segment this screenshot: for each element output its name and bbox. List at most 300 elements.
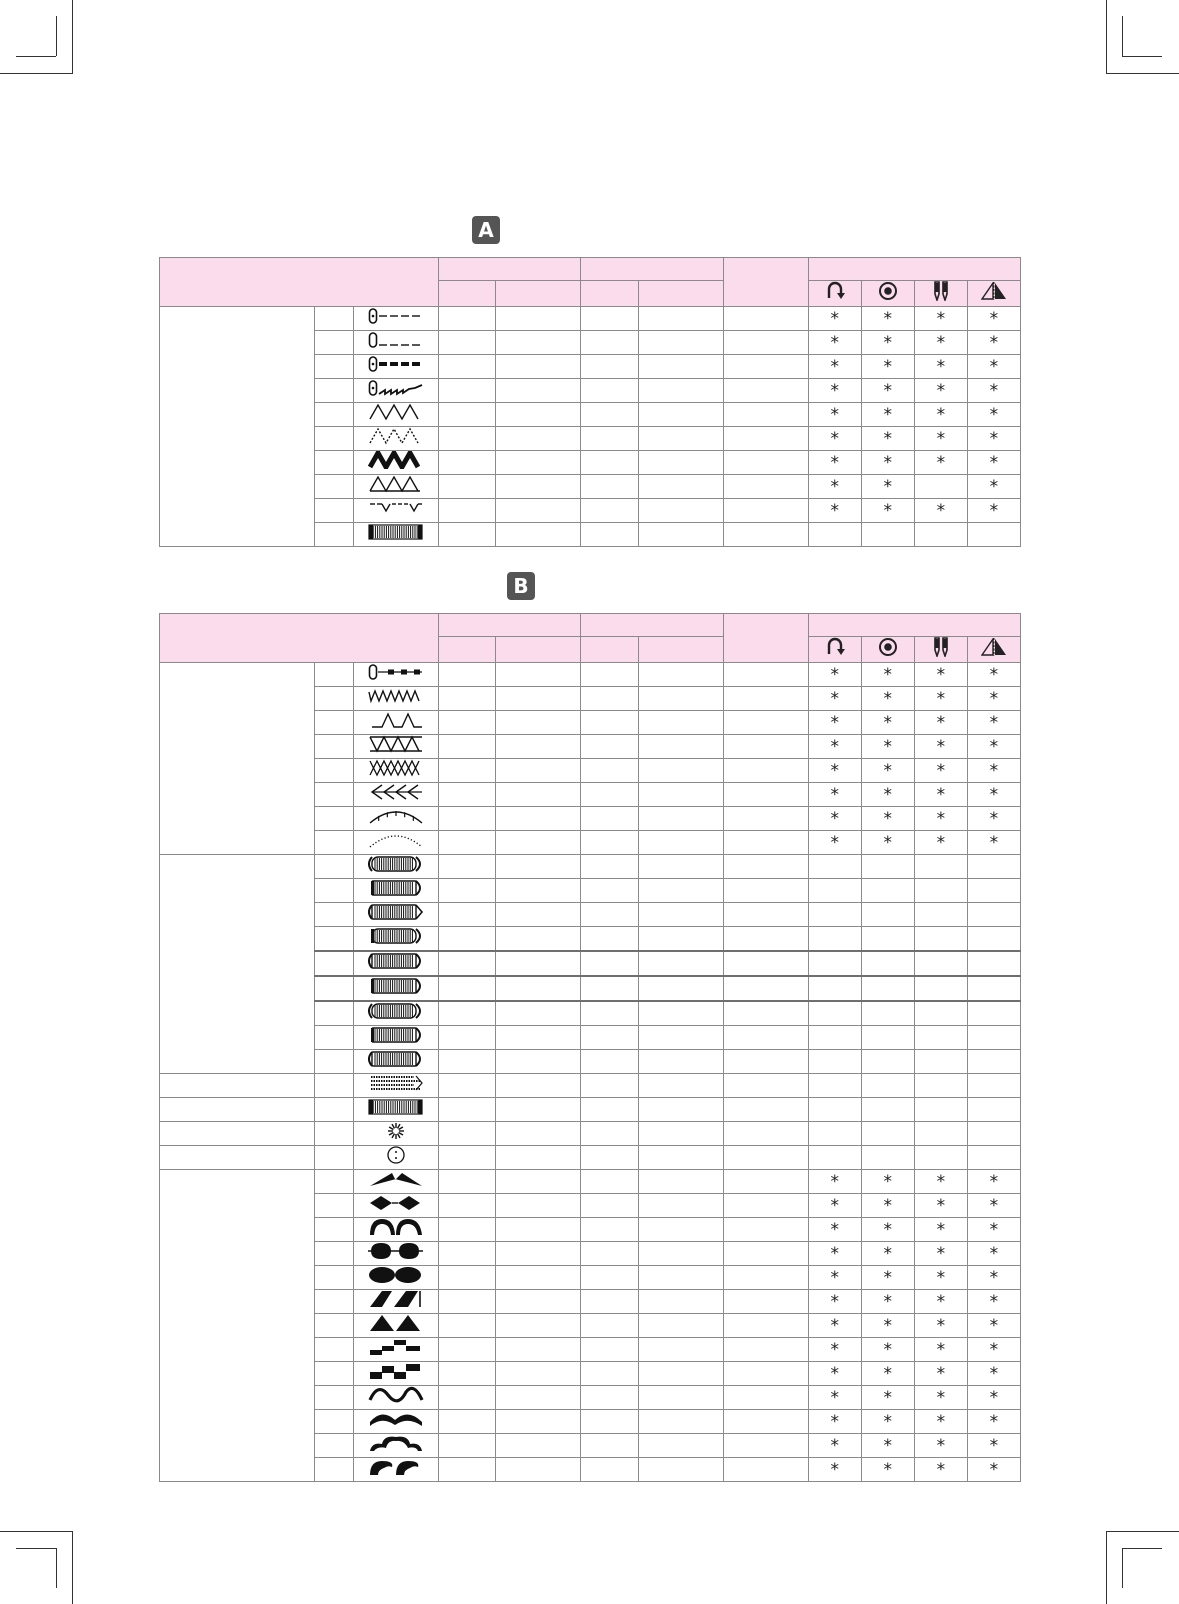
function-cell bbox=[861, 1457, 914, 1481]
value-cell bbox=[638, 1265, 723, 1289]
pattern-cell bbox=[354, 1361, 439, 1385]
header-icon-cell bbox=[861, 280, 914, 306]
header-subcell bbox=[439, 636, 496, 662]
value-cell bbox=[723, 1049, 808, 1073]
availability-mark: * bbox=[989, 381, 999, 402]
table-row bbox=[160, 1145, 1021, 1169]
value-cell bbox=[439, 1361, 496, 1385]
crop-mark-br-v3 bbox=[1122, 1548, 1123, 1588]
function-cell bbox=[967, 354, 1020, 378]
pattern-cell bbox=[354, 1433, 439, 1457]
value-cell bbox=[581, 1193, 638, 1217]
value-cell bbox=[439, 1049, 496, 1073]
value-cell bbox=[581, 1025, 638, 1049]
value-cell bbox=[581, 686, 638, 710]
availability-mark: * bbox=[989, 453, 999, 474]
number-cell bbox=[315, 1385, 354, 1409]
value-cell bbox=[723, 1289, 808, 1313]
availability-mark: * bbox=[989, 665, 999, 686]
mirror-icon bbox=[981, 638, 1007, 656]
function-cell bbox=[967, 686, 1020, 710]
value-cell bbox=[638, 1361, 723, 1385]
value-cell bbox=[638, 1217, 723, 1241]
value-cell bbox=[496, 1265, 581, 1289]
pattern-cell bbox=[354, 1145, 439, 1169]
function-cell bbox=[967, 926, 1020, 951]
triple-straight-stitch-icon bbox=[368, 355, 424, 373]
value-cell bbox=[723, 426, 808, 450]
availability-mark: * bbox=[989, 1268, 999, 1289]
availability-mark: * bbox=[883, 1388, 893, 1409]
availability-mark: * bbox=[830, 453, 839, 474]
number-cell bbox=[315, 1289, 354, 1313]
function-cell bbox=[967, 498, 1020, 522]
function-cell bbox=[967, 1001, 1020, 1026]
function-cell bbox=[861, 378, 914, 402]
header-length-cell bbox=[581, 614, 723, 637]
value-cell bbox=[638, 951, 723, 976]
value-cell bbox=[439, 1289, 496, 1313]
header-subcell bbox=[638, 280, 723, 306]
function-cell bbox=[914, 662, 967, 686]
function-cell bbox=[861, 830, 914, 854]
function-cell bbox=[808, 734, 861, 758]
buttonhole-6-icon bbox=[368, 977, 424, 995]
function-cell bbox=[914, 854, 967, 878]
value-cell bbox=[496, 354, 581, 378]
availability-mark: * bbox=[989, 1220, 999, 1241]
value-cell bbox=[581, 806, 638, 830]
header-icon-cell bbox=[808, 636, 861, 662]
number-cell bbox=[315, 450, 354, 474]
table-row bbox=[160, 306, 1021, 330]
function-cell bbox=[914, 806, 967, 830]
availability-mark: * bbox=[883, 761, 893, 782]
function-cell bbox=[861, 1361, 914, 1385]
availability-mark: * bbox=[989, 833, 999, 854]
section-badge-b: B bbox=[507, 572, 535, 600]
pattern-cell bbox=[354, 710, 439, 734]
overcasting-stitch-icon bbox=[368, 475, 424, 493]
value-cell bbox=[439, 1409, 496, 1433]
header-icon-cell bbox=[808, 280, 861, 306]
function-cell bbox=[914, 1025, 967, 1049]
function-cell bbox=[808, 474, 861, 498]
availability-mark: * bbox=[883, 1412, 893, 1433]
value-cell bbox=[439, 1217, 496, 1241]
function-cell bbox=[967, 806, 1020, 830]
pattern-cell bbox=[354, 662, 439, 686]
value-cell bbox=[439, 354, 496, 378]
category-cell bbox=[160, 854, 315, 1073]
function-cell bbox=[914, 1313, 967, 1337]
number-cell bbox=[315, 686, 354, 710]
value-cell bbox=[723, 1385, 808, 1409]
value-cell bbox=[723, 830, 808, 854]
crop-mark-tl-h2 bbox=[16, 56, 56, 57]
availability-mark: * bbox=[883, 477, 893, 498]
function-cell bbox=[808, 1241, 861, 1265]
function-cell bbox=[861, 1337, 914, 1361]
number-cell bbox=[315, 662, 354, 686]
value-cell bbox=[581, 1433, 638, 1457]
availability-mark: * bbox=[883, 1244, 893, 1265]
value-cell bbox=[439, 1265, 496, 1289]
function-cell bbox=[861, 1265, 914, 1289]
value-cell bbox=[723, 1241, 808, 1265]
function-cell bbox=[914, 758, 967, 782]
function-cell bbox=[861, 1145, 914, 1169]
function-cell bbox=[808, 522, 861, 546]
table-row bbox=[160, 1097, 1021, 1121]
value-cell bbox=[439, 426, 496, 450]
value-cell bbox=[439, 378, 496, 402]
function-cell bbox=[861, 976, 914, 1001]
value-cell bbox=[723, 1337, 808, 1361]
value-cell bbox=[638, 854, 723, 878]
number-cell bbox=[315, 1025, 354, 1049]
value-cell bbox=[439, 1337, 496, 1361]
function-cell bbox=[967, 758, 1020, 782]
availability-mark: * bbox=[936, 665, 946, 686]
value-cell bbox=[439, 402, 496, 426]
value-cell bbox=[496, 402, 581, 426]
value-cell bbox=[638, 426, 723, 450]
function-cell bbox=[861, 686, 914, 710]
value-cell bbox=[581, 474, 638, 498]
value-cell bbox=[439, 806, 496, 830]
header-subcell bbox=[581, 280, 638, 306]
number-cell bbox=[315, 426, 354, 450]
pattern-cell bbox=[354, 1241, 439, 1265]
value-cell bbox=[581, 498, 638, 522]
pattern-cell bbox=[354, 1289, 439, 1313]
availability-mark: * bbox=[883, 381, 893, 402]
deco-slant-block-icon bbox=[368, 1290, 424, 1308]
function-cell bbox=[808, 354, 861, 378]
number-cell bbox=[315, 902, 354, 926]
function-cell bbox=[914, 1337, 967, 1361]
function-cell bbox=[914, 1193, 967, 1217]
value-cell bbox=[439, 474, 496, 498]
availability-mark: * bbox=[936, 1172, 946, 1193]
function-cell bbox=[808, 1169, 861, 1193]
availability-mark: * bbox=[989, 713, 999, 734]
value-cell bbox=[496, 1289, 581, 1313]
availability-mark: * bbox=[989, 309, 999, 330]
value-cell bbox=[723, 1409, 808, 1433]
function-cell bbox=[914, 1145, 967, 1169]
crop-mark-tl-v bbox=[72, 0, 73, 73]
value-cell bbox=[439, 902, 496, 926]
value-cell bbox=[723, 1457, 808, 1481]
availability-mark: * bbox=[883, 833, 893, 854]
pattern-cell bbox=[354, 1313, 439, 1337]
function-cell bbox=[808, 1433, 861, 1457]
value-cell bbox=[638, 686, 723, 710]
buttonhole-4-icon bbox=[368, 927, 424, 945]
availability-mark: * bbox=[936, 1412, 946, 1433]
value-cell bbox=[496, 1169, 581, 1193]
number-cell bbox=[315, 1097, 354, 1121]
function-cell bbox=[967, 830, 1020, 854]
value-cell bbox=[496, 830, 581, 854]
function-cell bbox=[861, 710, 914, 734]
category-cell bbox=[160, 306, 315, 546]
value-cell bbox=[638, 1289, 723, 1313]
availability-mark: * bbox=[936, 1388, 946, 1409]
availability-mark: * bbox=[830, 1172, 839, 1193]
number-cell bbox=[315, 1121, 354, 1145]
availability-mark: * bbox=[989, 1316, 999, 1337]
header-width-cell bbox=[439, 258, 581, 281]
value-cell bbox=[439, 686, 496, 710]
crop-mark-tr-h2 bbox=[1122, 56, 1162, 57]
availability-mark: * bbox=[830, 1364, 839, 1385]
value-cell bbox=[723, 758, 808, 782]
function-cell bbox=[808, 1193, 861, 1217]
value-cell bbox=[496, 926, 581, 951]
header-icon-cell bbox=[967, 636, 1020, 662]
deco-wave-icon bbox=[368, 1386, 424, 1404]
number-cell bbox=[315, 1361, 354, 1385]
availability-mark: * bbox=[830, 737, 839, 758]
twin-needle-icon bbox=[931, 637, 951, 657]
function-cell bbox=[861, 902, 914, 926]
function-cell bbox=[967, 1265, 1020, 1289]
deco-step-icon bbox=[368, 1338, 424, 1356]
availability-mark: * bbox=[883, 1268, 893, 1289]
function-cell bbox=[914, 1001, 967, 1026]
straight-stitch-center-icon bbox=[368, 331, 424, 349]
header-pattern-cell bbox=[160, 614, 439, 663]
availability-mark: * bbox=[883, 333, 893, 354]
header-icon-cell bbox=[861, 636, 914, 662]
function-cell bbox=[808, 1265, 861, 1289]
availability-mark: * bbox=[989, 477, 999, 498]
dotted-arch-icon bbox=[368, 831, 424, 849]
header-subcell bbox=[638, 636, 723, 662]
availability-mark: * bbox=[883, 1196, 893, 1217]
value-cell bbox=[723, 522, 808, 546]
value-cell bbox=[439, 498, 496, 522]
value-cell bbox=[638, 354, 723, 378]
availability-mark: * bbox=[883, 737, 893, 758]
function-cell bbox=[808, 1361, 861, 1385]
number-cell bbox=[315, 926, 354, 951]
value-cell bbox=[496, 1409, 581, 1433]
availability-mark: * bbox=[883, 453, 893, 474]
pattern-cell bbox=[354, 450, 439, 474]
deco-checker-icon bbox=[368, 1362, 424, 1380]
bar-tack-2-icon bbox=[368, 1098, 424, 1116]
feather-stitch-icon bbox=[368, 783, 424, 801]
function-cell bbox=[914, 1433, 967, 1457]
function-cell bbox=[808, 1097, 861, 1121]
value-cell bbox=[496, 686, 581, 710]
function-cell bbox=[967, 1385, 1020, 1409]
value-cell bbox=[581, 1049, 638, 1073]
value-cell bbox=[723, 306, 808, 330]
function-cell bbox=[914, 902, 967, 926]
buttonhole-3-icon bbox=[368, 903, 424, 921]
value-cell bbox=[496, 378, 581, 402]
value-cell bbox=[638, 782, 723, 806]
number-cell bbox=[315, 1337, 354, 1361]
availability-mark: * bbox=[936, 1460, 946, 1481]
value-cell bbox=[496, 474, 581, 498]
value-cell bbox=[439, 1121, 496, 1145]
function-cell bbox=[967, 1193, 1020, 1217]
pattern-cell bbox=[354, 878, 439, 902]
availability-mark: * bbox=[989, 1244, 999, 1265]
function-cell bbox=[861, 1073, 914, 1097]
pattern-cell bbox=[354, 686, 439, 710]
pattern-cell bbox=[354, 806, 439, 830]
function-cell bbox=[861, 1217, 914, 1241]
number-cell bbox=[315, 878, 354, 902]
header-foot-cell bbox=[723, 614, 808, 663]
value-cell bbox=[638, 1337, 723, 1361]
function-cell bbox=[861, 306, 914, 330]
pattern-cell bbox=[354, 1337, 439, 1361]
function-cell bbox=[967, 402, 1020, 426]
function-cell bbox=[967, 854, 1020, 878]
value-cell bbox=[638, 1073, 723, 1097]
deco-oval-icon bbox=[368, 1266, 424, 1284]
availability-mark: * bbox=[830, 333, 839, 354]
header-subcell bbox=[439, 280, 496, 306]
value-cell bbox=[638, 830, 723, 854]
availability-mark: * bbox=[936, 1364, 946, 1385]
function-cell bbox=[914, 710, 967, 734]
crop-mark-bl-h bbox=[0, 1531, 73, 1532]
function-cell bbox=[967, 1241, 1020, 1265]
value-cell bbox=[723, 1433, 808, 1457]
slant-stitch-icon bbox=[368, 711, 424, 729]
pattern-cell bbox=[354, 402, 439, 426]
crop-mark-bl-v bbox=[72, 1531, 73, 1604]
pattern-cell bbox=[354, 1073, 439, 1097]
value-cell bbox=[638, 1049, 723, 1073]
function-cell bbox=[861, 854, 914, 878]
availability-mark: * bbox=[830, 405, 839, 426]
value-cell bbox=[439, 662, 496, 686]
function-cell bbox=[967, 1409, 1020, 1433]
pattern-cell bbox=[354, 522, 439, 546]
function-cell bbox=[914, 830, 967, 854]
number-cell bbox=[315, 951, 354, 976]
value-cell bbox=[723, 854, 808, 878]
crop-mark-tl-v3 bbox=[56, 16, 57, 56]
value-cell bbox=[723, 1145, 808, 1169]
value-cell bbox=[439, 1001, 496, 1026]
function-cell bbox=[967, 1433, 1020, 1457]
value-cell bbox=[439, 878, 496, 902]
value-cell bbox=[496, 951, 581, 976]
function-cell bbox=[861, 450, 914, 474]
value-cell bbox=[638, 734, 723, 758]
value-cell bbox=[638, 1145, 723, 1169]
pattern-cell bbox=[354, 976, 439, 1001]
value-cell bbox=[496, 710, 581, 734]
value-cell bbox=[638, 1241, 723, 1265]
availability-mark: * bbox=[936, 713, 946, 734]
value-cell bbox=[581, 1385, 638, 1409]
pattern-cell bbox=[354, 1169, 439, 1193]
value-cell bbox=[439, 710, 496, 734]
value-cell bbox=[723, 330, 808, 354]
twin-needle-icon bbox=[931, 281, 951, 301]
value-cell bbox=[496, 1337, 581, 1361]
crop-mark-tr-v3 bbox=[1122, 16, 1123, 56]
pattern-cell bbox=[354, 1217, 439, 1241]
function-cell bbox=[914, 734, 967, 758]
function-cell bbox=[808, 402, 861, 426]
lock-stitch-icon bbox=[878, 281, 898, 301]
value-cell bbox=[496, 1385, 581, 1409]
function-cell bbox=[914, 1097, 967, 1121]
function-cell bbox=[914, 926, 967, 951]
availability-mark: * bbox=[936, 501, 946, 522]
availability-mark: * bbox=[936, 381, 946, 402]
function-cell bbox=[808, 1049, 861, 1073]
function-cell bbox=[808, 1145, 861, 1169]
function-cell bbox=[808, 782, 861, 806]
availability-mark: * bbox=[830, 1292, 839, 1313]
function-cell bbox=[808, 450, 861, 474]
value-cell bbox=[439, 951, 496, 976]
availability-mark: * bbox=[989, 333, 999, 354]
value-cell bbox=[723, 1193, 808, 1217]
deco-diamond-icon bbox=[368, 1194, 424, 1212]
function-cell bbox=[967, 976, 1020, 1001]
value-cell bbox=[638, 1121, 723, 1145]
function-cell bbox=[861, 354, 914, 378]
header-icon-cell bbox=[914, 636, 967, 662]
availability-mark: * bbox=[830, 1196, 839, 1217]
availability-mark: * bbox=[883, 1436, 893, 1457]
value-cell bbox=[496, 806, 581, 830]
value-cell bbox=[723, 378, 808, 402]
value-cell bbox=[581, 354, 638, 378]
value-cell bbox=[581, 1169, 638, 1193]
value-cell bbox=[723, 662, 808, 686]
availability-mark: * bbox=[936, 1268, 946, 1289]
availability-mark: * bbox=[989, 1436, 999, 1457]
function-cell bbox=[914, 1169, 967, 1193]
value-cell bbox=[581, 976, 638, 1001]
function-cell bbox=[808, 878, 861, 902]
value-cell bbox=[638, 1433, 723, 1457]
header-subcell bbox=[496, 280, 581, 306]
function-cell bbox=[914, 306, 967, 330]
value-cell bbox=[723, 926, 808, 951]
value-cell bbox=[581, 330, 638, 354]
value-cell bbox=[581, 1289, 638, 1313]
availability-mark: * bbox=[936, 689, 946, 710]
value-cell bbox=[496, 1313, 581, 1337]
function-cell bbox=[967, 734, 1020, 758]
number-cell bbox=[315, 1001, 354, 1026]
value-cell bbox=[638, 710, 723, 734]
value-cell bbox=[581, 902, 638, 926]
header-pattern-cell bbox=[160, 258, 439, 307]
number-cell bbox=[315, 378, 354, 402]
number-cell bbox=[315, 1457, 354, 1481]
availability-mark: * bbox=[989, 737, 999, 758]
availability-mark: * bbox=[936, 1196, 946, 1217]
